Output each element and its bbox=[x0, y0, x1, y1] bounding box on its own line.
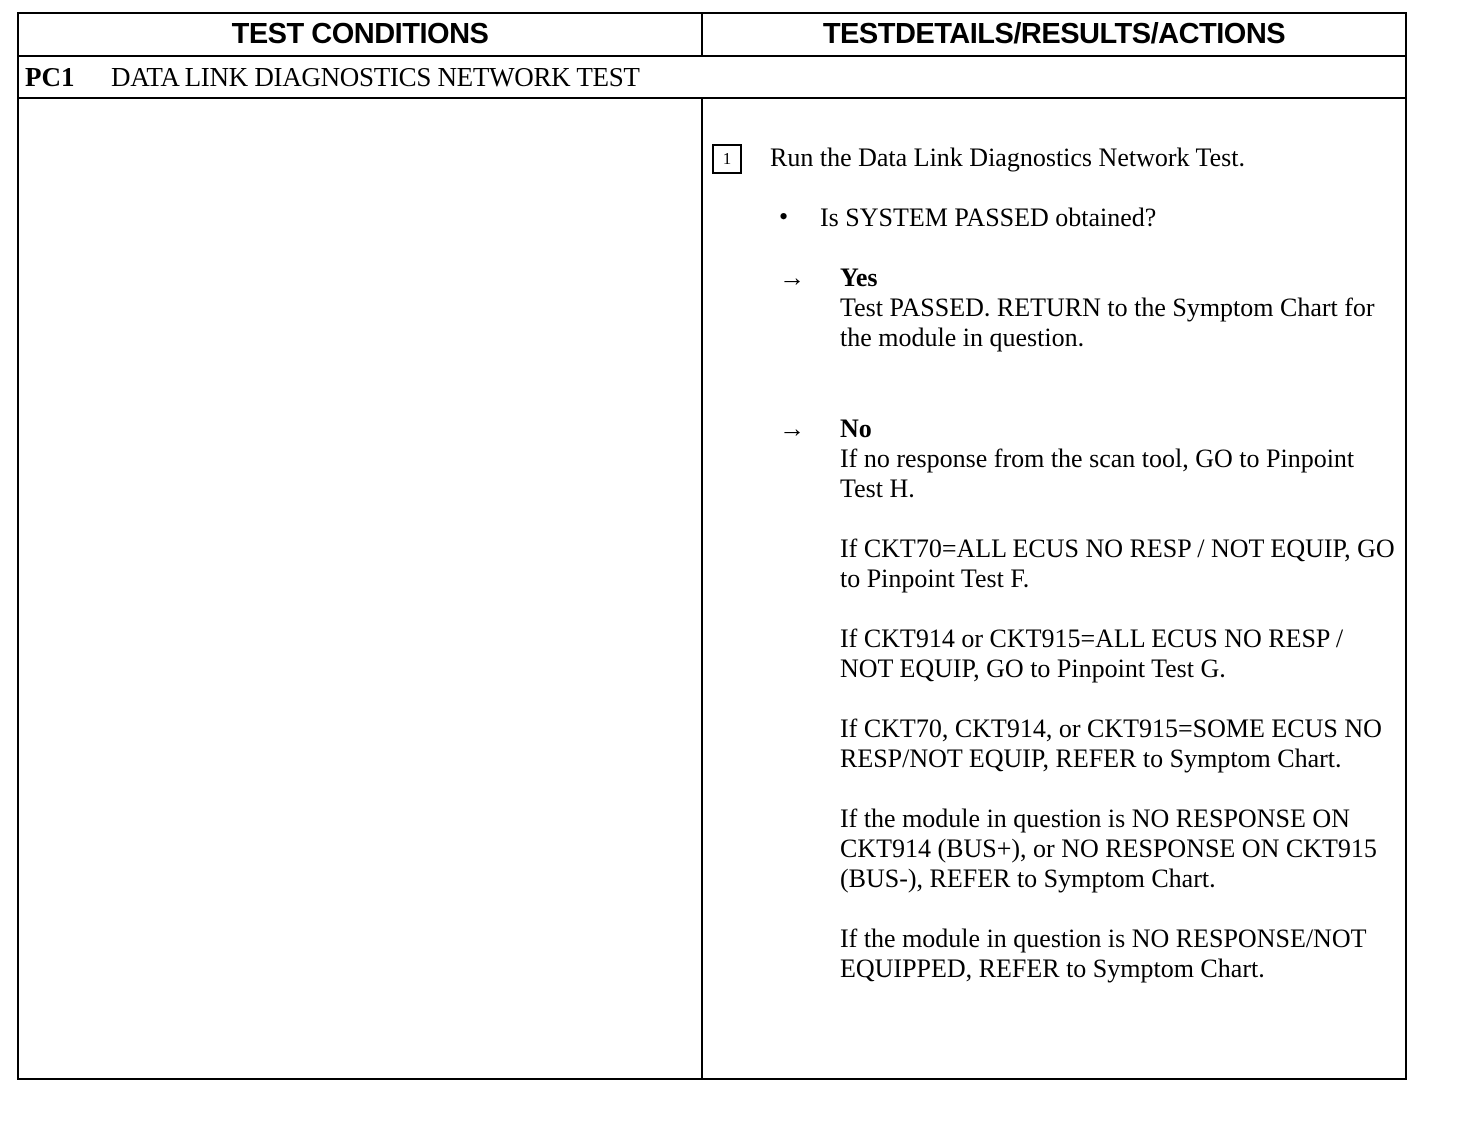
step-instruction: Run the Data Link Diagnostics Network Test. bbox=[770, 143, 1246, 172]
section-title-row bbox=[19, 57, 1405, 99]
yes-label: Yes bbox=[840, 263, 878, 292]
no-paragraph: If CKT70=ALL ECUS NO RESP / NOT EQUIP, GO to Pinpoint Test F. bbox=[840, 534, 1395, 593]
no-paragraph: If the module in question is NO RESPONSE/NOT EQUIPPED, REFER to Symptom Chart. bbox=[840, 924, 1367, 983]
test-conditions-cell bbox=[19, 99, 701, 1078]
no-outcome bbox=[840, 414, 1400, 984]
test-procedure-table bbox=[17, 12, 1407, 1080]
test-details-cell bbox=[703, 99, 1405, 1078]
header-test-conditions: TEST CONDITIONS bbox=[231, 18, 489, 50]
table-header-row bbox=[19, 14, 1405, 57]
no-paragraph: If no response from the scan tool, GO to Pinpoint Test H. bbox=[840, 444, 1355, 503]
no-paragraph: If the module in question is NO RESPONSE ON CKT914 (BUS+), or NO RESPONSE ON CKT915 (BUS-), REFER to Symptom Chart. bbox=[840, 804, 1377, 893]
header-test-details: TESTDETAILS/RESULTS/ACTIONS bbox=[822, 18, 1286, 50]
no-paragraph: If CKT70, CKT914, or CKT915=SOME ECUS NO RESP/NOT EQUIP, REFER to Symptom Chart. bbox=[840, 714, 1382, 773]
bullet-icon: • bbox=[779, 202, 789, 231]
no-label: No bbox=[840, 414, 872, 443]
arrow-right-icon: → bbox=[779, 414, 805, 443]
arrow-right-icon: → bbox=[779, 263, 805, 292]
section-title: DATA LINK DIAGNOSTICS NETWORK TEST bbox=[111, 61, 640, 92]
no-paragraph: If CKT914 or CKT915=ALL ECUS NO RESP / NOT EQUIP, GO to Pinpoint Test G. bbox=[840, 624, 1344, 683]
yes-text: Test PASSED. RETURN to the Symptom Chart for the module in question. bbox=[840, 293, 1375, 352]
yes-outcome bbox=[840, 263, 1400, 353]
step-number-box: 1 bbox=[712, 144, 742, 174]
section-code: PC1 bbox=[25, 61, 75, 92]
step-question: Is SYSTEM PASSED obtained? bbox=[820, 203, 1157, 232]
